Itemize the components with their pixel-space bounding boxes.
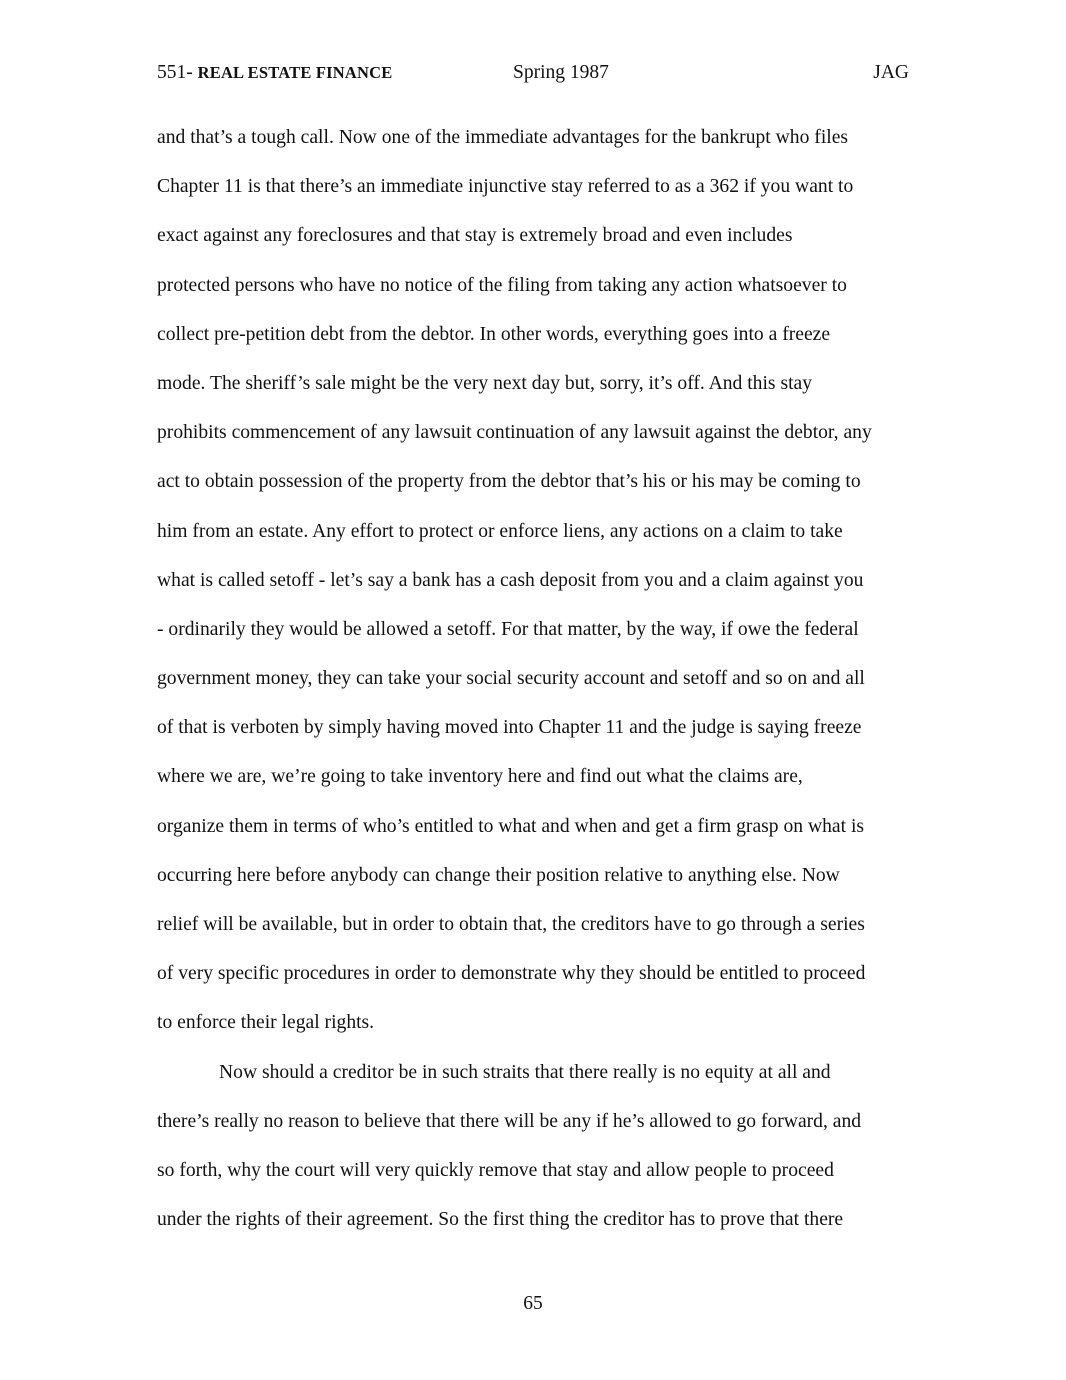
text-line: act to obtain possession of the property from the debtor that’s his or his may be coming to xyxy=(157,471,861,493)
text-line: mode. The sheriff’s sale might be the very next day but, sorry, it’s off. And this stay xyxy=(157,372,813,394)
text-line: protected persons who have no notice of the filing from taking any action whatsoever to xyxy=(157,274,847,296)
text-line: Chapter 11 is that there’s an immediate injunctive stay referred to as a 362 if you want to xyxy=(157,176,854,198)
course-name: REAL ESTATE FINANCE xyxy=(197,63,393,82)
term-label: Spring 1987 xyxy=(513,62,609,83)
course-title xyxy=(157,62,392,84)
author-initials: JAG xyxy=(873,62,909,83)
text-line: of that is verboten by simply having moved into Chapter 11 and the judge is saying freeze xyxy=(157,717,862,739)
transcript-body xyxy=(157,113,917,1244)
text-line: collect pre-petition debt from the debtor. In other words, everything goes into a freeze xyxy=(157,323,831,345)
text-line: government money, they can take your social security account and setoff and so on and all xyxy=(157,668,865,690)
text-line: there’s really no reason to believe that there will be any if he’s allowed to go forward, and xyxy=(157,1110,862,1132)
text-line: him from an estate. Any effort to protect or enforce liens, any actions on a claim to take xyxy=(157,520,843,542)
text-line: relief will be available, but in order to obtain that, the creditors have to go through a series xyxy=(157,914,865,935)
page-number: 65 xyxy=(523,1293,543,1314)
text-line: exact against any foreclosures and that stay is extremely broad and even includes xyxy=(157,225,793,247)
text-line: under the rights of their agreement. So the first thing the creditor has to prove that there xyxy=(157,1209,844,1231)
paragraph-start-line: Now should a creditor be in such straits that there really is no equity at all and xyxy=(219,1061,831,1083)
text-line: where we are, we’re going to take inventory here and find out what the claims are, xyxy=(157,766,803,788)
text-line: to enforce their legal rights. xyxy=(157,1012,375,1034)
text-line: and that’s a tough call. Now one of the immediate advantages for the bankrupt who files xyxy=(157,127,849,148)
text-line: prohibits commencement of any lawsuit continuation of any lawsuit against the debtor, any xyxy=(157,422,872,444)
course-number: 551- xyxy=(157,62,193,83)
page-header xyxy=(157,62,909,90)
text-line: what is called setoff - let’s say a bank has a cash deposit from you and a claim against you xyxy=(157,569,864,591)
text-line: of very specific procedures in order to demonstrate why they should be entitled to proceed xyxy=(157,963,866,985)
text-line: occurring here before anybody can change their position relative to anything else. Now xyxy=(157,864,840,886)
text-line: organize them in terms of who’s entitled to what and when and get a firm grasp on what is xyxy=(157,815,865,837)
text-line: so forth, why the court will very quickly remove that stay and allow people to proceed xyxy=(157,1159,834,1181)
text-line: - ordinarily they would be allowed a setoff. For that matter, by the way, if owe the federal xyxy=(157,618,859,640)
